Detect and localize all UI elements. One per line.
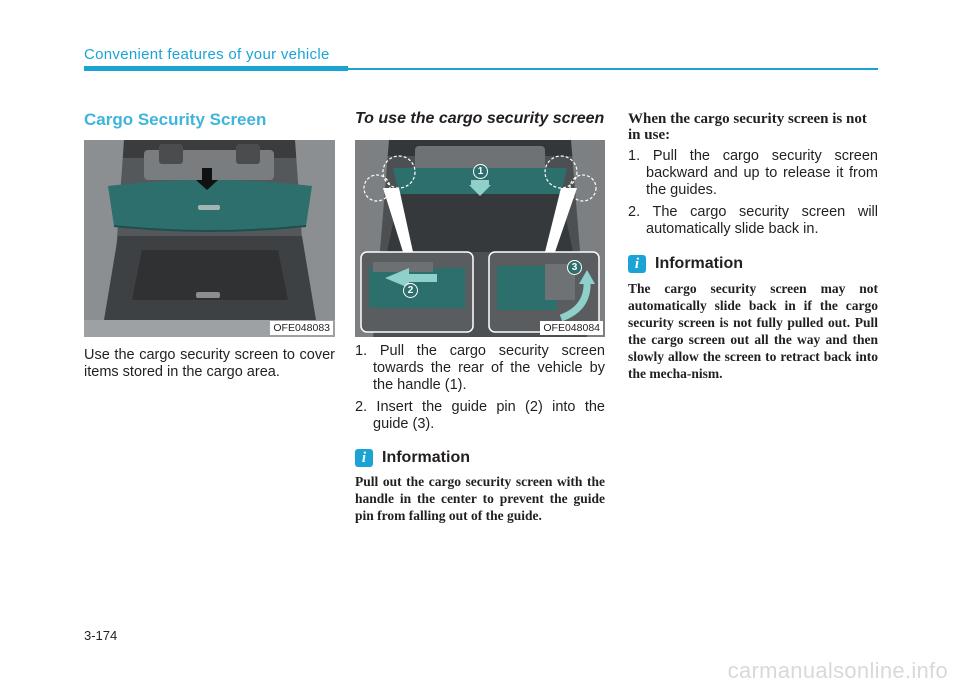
storage-steps [628,148,878,243]
subsection-title: To use the cargo security screen [355,110,605,127]
info-icon: i [628,255,646,273]
figure-label: OFE048084 [540,321,603,335]
callout-1: 1 [473,164,488,179]
header-rule [348,68,878,70]
information-text: The cargo security screen may not automatically slide back in if the cargo security screen is not fully pulled out. Pull the cargo screen out all the way and then slowly allow the screen to retract back into the mecha-nism. [628,281,878,381]
list-item: 2. The cargo security screen will automatically slide back in. [628,204,878,237]
information-label: Information [382,449,470,466]
cargo-screen-figure [84,140,335,337]
cargo-area-illustration [84,140,335,337]
list-item: 1. Pull the cargo security screen towards the rear of the vehicle by the handle (1). [355,343,605,393]
chapter-title: Convenient features of your vehicle [84,46,330,63]
watermark: carmanualsonline.info [727,658,948,683]
information-header [628,255,743,273]
intro-text: Use the cargo security screen to cover items stored in the cargo area. [84,347,335,380]
section-title: Cargo Security Screen [84,110,267,129]
list-item: 2. Insert the guide pin (2) into the guide (3). [355,399,605,432]
subsection-title: When the cargo security screen is not in use: [628,111,867,143]
callout-2: 2 [403,283,418,298]
list-item: 1. Pull the cargo security screen backward and up to release it from the guides. [628,148,878,198]
information-header [355,449,470,467]
guide-pin-figure [355,140,605,337]
figure-label: OFE048083 [270,321,333,335]
header-accent-bar [84,66,348,71]
callout-3: 3 [567,260,582,275]
information-text: Pull out the cargo security screen with the handle in the center to prevent the guide pin from falling out of the guide. [355,474,605,523]
info-icon: i [355,449,373,467]
information-label: Information [655,255,743,272]
page-number: 3-174 [84,628,118,643]
usage-steps [355,343,605,438]
